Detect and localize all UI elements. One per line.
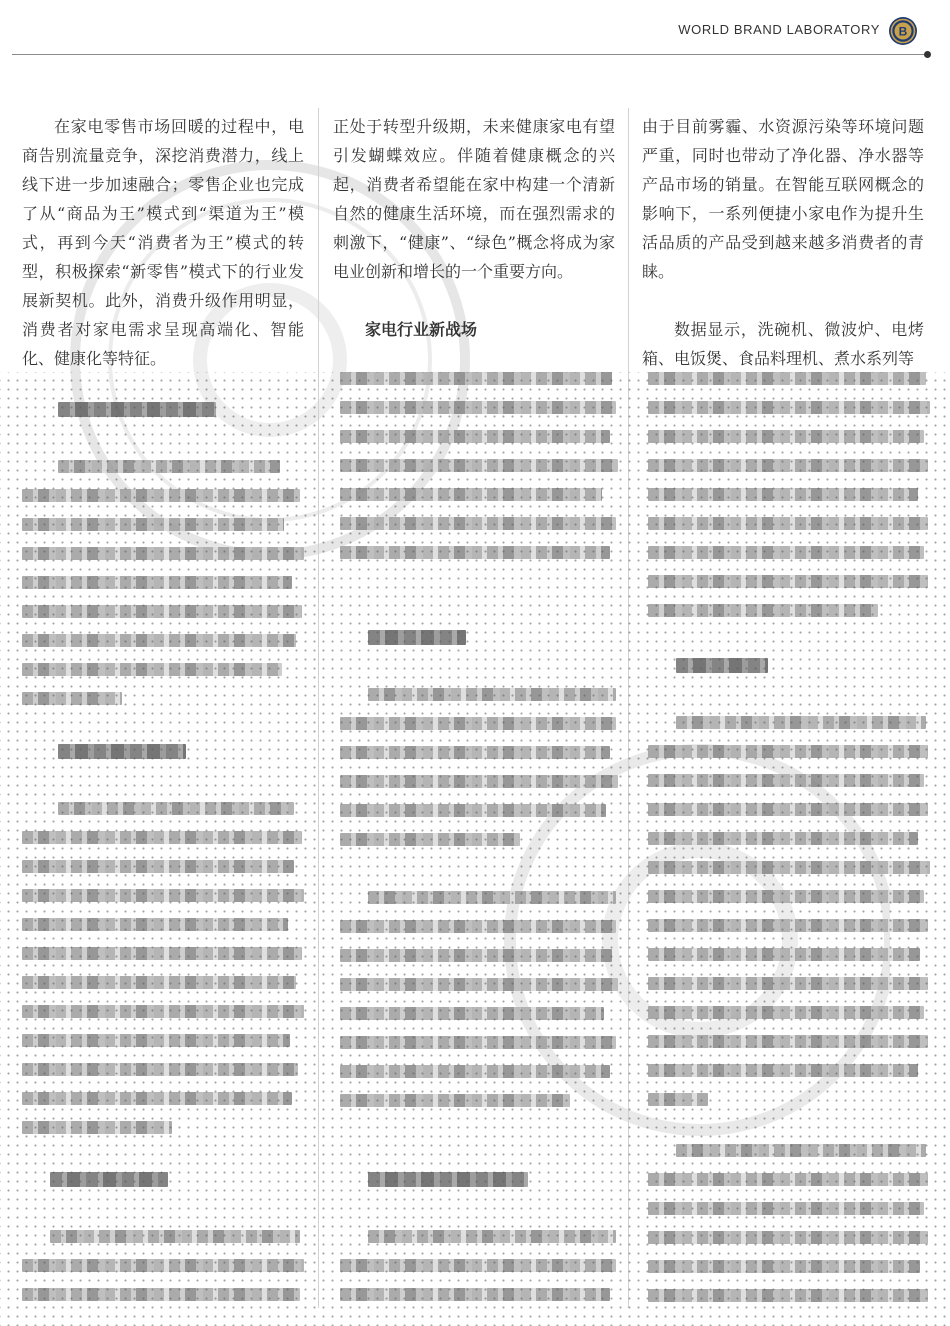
page-header	[0, 0, 950, 58]
paragraph: 正处于转型升级期，未来健康家电有望引发蝴蝶效应。伴随着健康概念的兴起，消费者希望能在家中构建一个清新自然的健康生活环境，而在强烈需求的刺激下，“健康”、“绿色”概念将成为家电业创新和增长的一个重要方向。	[333, 117, 615, 281]
header-rule	[12, 54, 930, 55]
logo-letter: B	[898, 24, 908, 39]
paragraph: 在家电零售市场回暖的过程中，电商告别流量竞争，深挖消费潜力，线上线下进一步加速融合；零售企业也完成了从“商品为王”模式到“渠道为王”模式，再到今天“消费者为王”模式的转型，积极探索“新零售”模式下的行业发展新契机。此外，消费升级作用明显，消费者对家电需求呈现高端化、智能化、健康化等特征。	[22, 117, 304, 368]
paragraph: 数据显示，洗碗机、微波炉、电烤箱、电饭煲、食品料理机、煮水系列等	[642, 320, 924, 368]
brand-name: WORLD BRAND LABORATORY	[678, 22, 880, 37]
section-title: 家电行业新战场	[365, 320, 478, 339]
column-2	[333, 112, 615, 344]
dot-pattern-overlay	[0, 372, 950, 1326]
world-brand-lab-logo-icon	[888, 16, 918, 46]
column-1	[22, 112, 304, 373]
column-3	[642, 112, 924, 373]
header-rule-dot	[924, 51, 931, 58]
obscured-content-area	[0, 372, 950, 1326]
paragraph: 由于目前雾霾、水资源污染等环境问题严重，同时也带动了净化器、净水器等产品市场的销量。在智能互联网概念的影响下，一系列便捷小家电作为提升生活品质的产品受到越来越多消费者的青睐。	[642, 117, 924, 281]
